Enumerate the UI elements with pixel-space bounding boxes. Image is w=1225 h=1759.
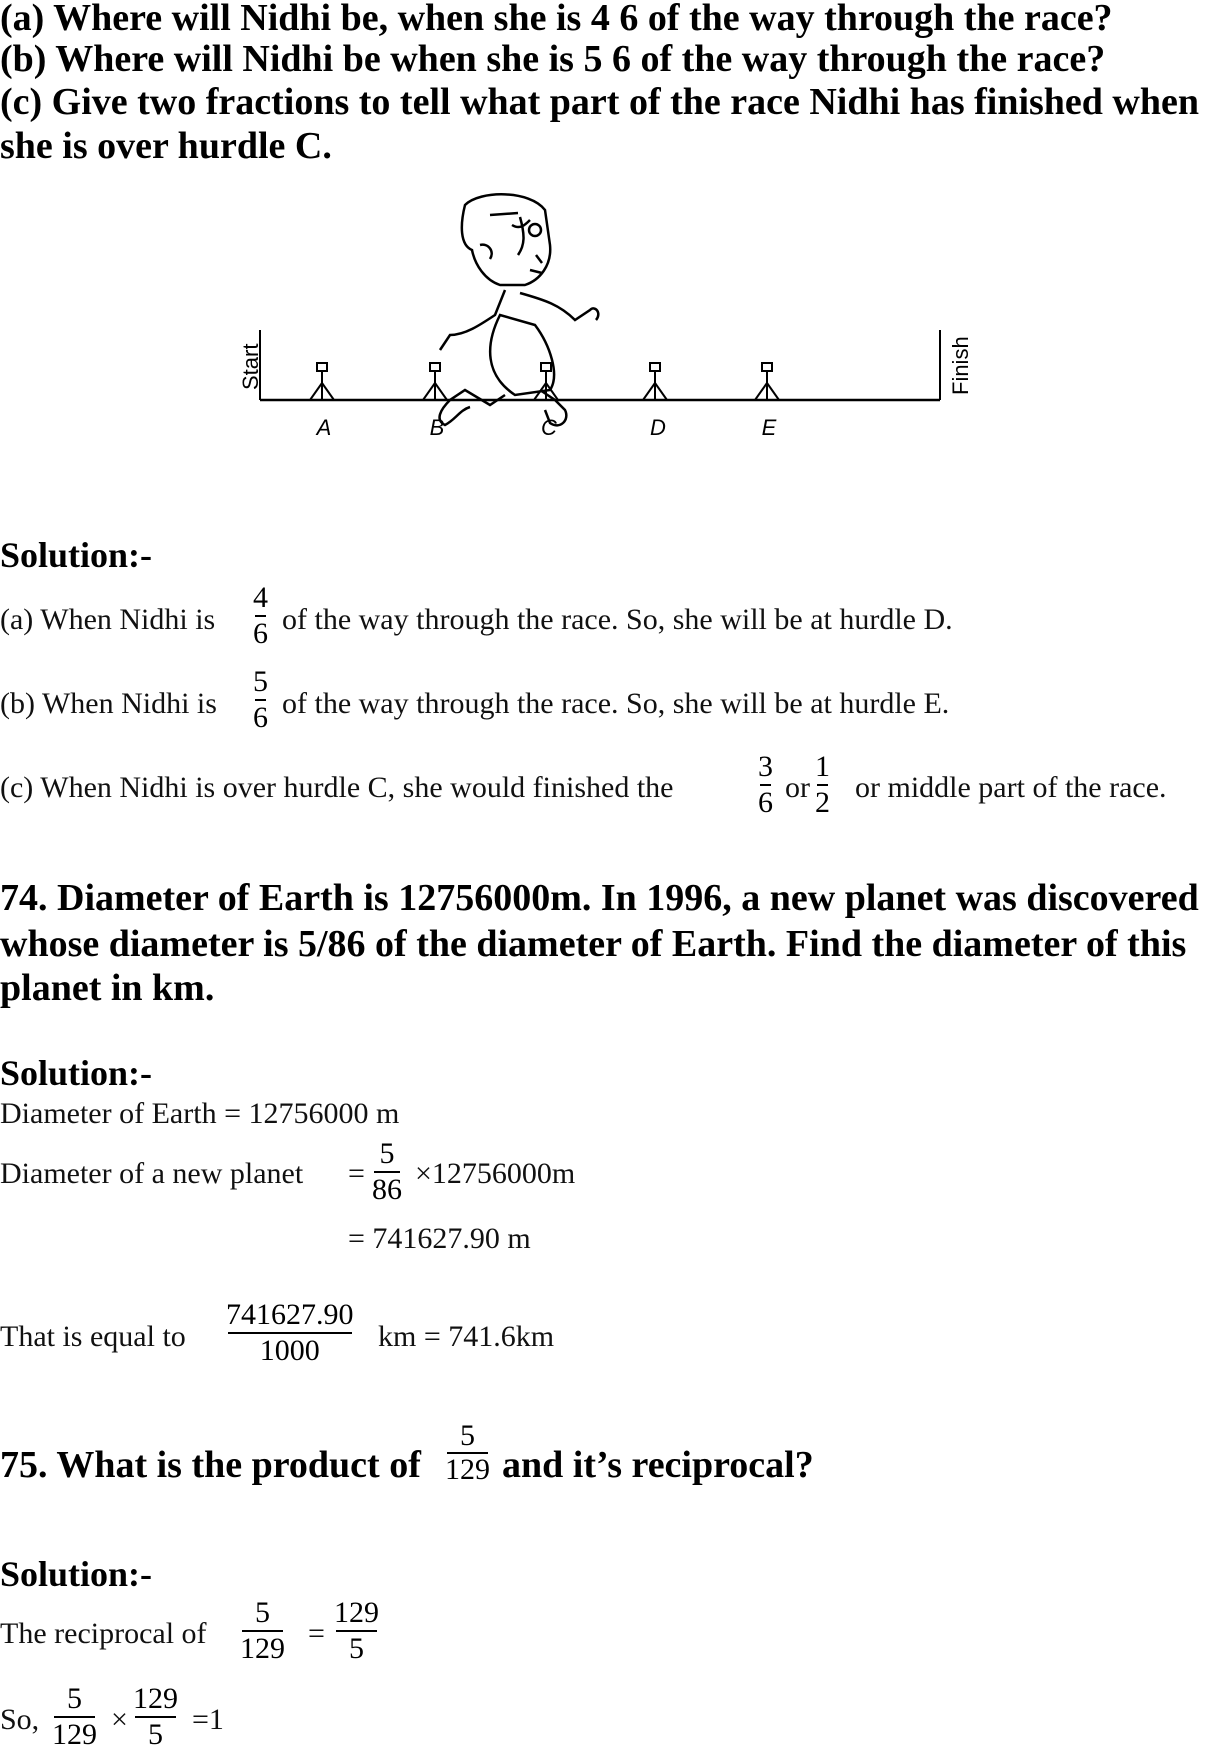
fraction-1-2: 1 2 (815, 750, 830, 819)
hurdle-label-d: D (650, 415, 666, 440)
fraction-5-129: 5 129 (240, 1596, 285, 1665)
multiply-expression: ×12756000m (415, 1157, 576, 1190)
new-planet-label: Diameter of a new planet (0, 1157, 304, 1190)
question-74-line1: 74. Diameter of Earth is 12756000m. In 1996, a new planet was discovered (0, 877, 1199, 919)
question-75-prefix: 75. What is the product of (0, 1444, 421, 1486)
question-75-suffix: and it’s reciprocal? (502, 1444, 814, 1486)
so-label: So, (0, 1703, 40, 1736)
fraction-4-6: 4 6 (253, 581, 268, 650)
product-result: =1 (192, 1703, 224, 1736)
solution-heading: Solution:- (0, 535, 153, 575)
question-part-c-line1: (c) Give two fractions to tell what part of the race Nidhi has finished when (0, 81, 1200, 123)
hurdle-e (755, 363, 779, 400)
fraction-129-5-product: 129 5 (133, 1682, 178, 1751)
question-part-a: (a) Where will Nidhi be, when she is 4 6 of the way through the race? (0, 0, 1113, 39)
fraction-3-6: 3 6 (758, 750, 773, 819)
fraction-5-86: 5 86 (372, 1137, 402, 1206)
fraction-km-conversion: 741627.90 1000 (226, 1298, 354, 1367)
running-girl-illustration (440, 194, 599, 425)
race-figure (238, 185, 990, 495)
result-meters: = 741627.90 m (348, 1222, 531, 1255)
fraction-5-129-question: 5 129 (445, 1419, 490, 1486)
solution-b-prefix: (b) When Nidhi is (0, 687, 217, 720)
result-km: km = 741.6km (378, 1320, 555, 1353)
equals-sign: = (348, 1157, 365, 1190)
question-74-line3: planet in km. (0, 967, 215, 1009)
equal-to-label: That is equal to (0, 1320, 186, 1353)
question-74-line2: whose diameter is 5/86 of the diameter of Earth. Find the diameter of this (0, 923, 1187, 965)
solution-c-prefix: (c) When Nidhi is over hurdle C, she would finished the (0, 771, 674, 804)
hurdle-b (423, 363, 447, 400)
hurdle-a (310, 363, 334, 400)
reciprocal-equals: = (308, 1617, 325, 1650)
hurdle-label-c: C (541, 415, 557, 440)
solution-c-text: or middle part of the race. (855, 771, 1167, 804)
fraction-5-129-product: 5 129 (52, 1682, 97, 1751)
question-part-b: (b) Where will Nidhi be when she is 5 6 of the way through the race? (0, 38, 1106, 80)
question-part-c-line2: she is over hurdle C. (0, 125, 332, 167)
start-label: Start (238, 343, 263, 390)
hurdle-label-e: E (761, 415, 777, 440)
fraction-129-5: 129 5 (334, 1596, 379, 1665)
or-text: or (785, 771, 810, 804)
solution-a-text: of the way through the race. So, she will be at hurdle D. (282, 603, 953, 636)
times-sign: × (111, 1703, 128, 1736)
earth-diameter-line: Diameter of Earth = 12756000 m (0, 1097, 400, 1130)
solution-b-text: of the way through the race. So, she will be at hurdle E. (282, 687, 950, 720)
hurdle-label-a: A (316, 415, 332, 440)
hurdle-label-b: B (429, 415, 445, 440)
solution-a-prefix: (a) When Nidhi is (0, 603, 216, 636)
finish-label: Finish (948, 336, 973, 395)
hurdle-d (643, 363, 667, 400)
fraction-5-6: 5 6 (253, 665, 268, 734)
solution-heading-74: Solution:- (0, 1053, 153, 1093)
reciprocal-label: The reciprocal of (0, 1617, 207, 1650)
solution-heading-75: Solution:- (0, 1554, 153, 1594)
